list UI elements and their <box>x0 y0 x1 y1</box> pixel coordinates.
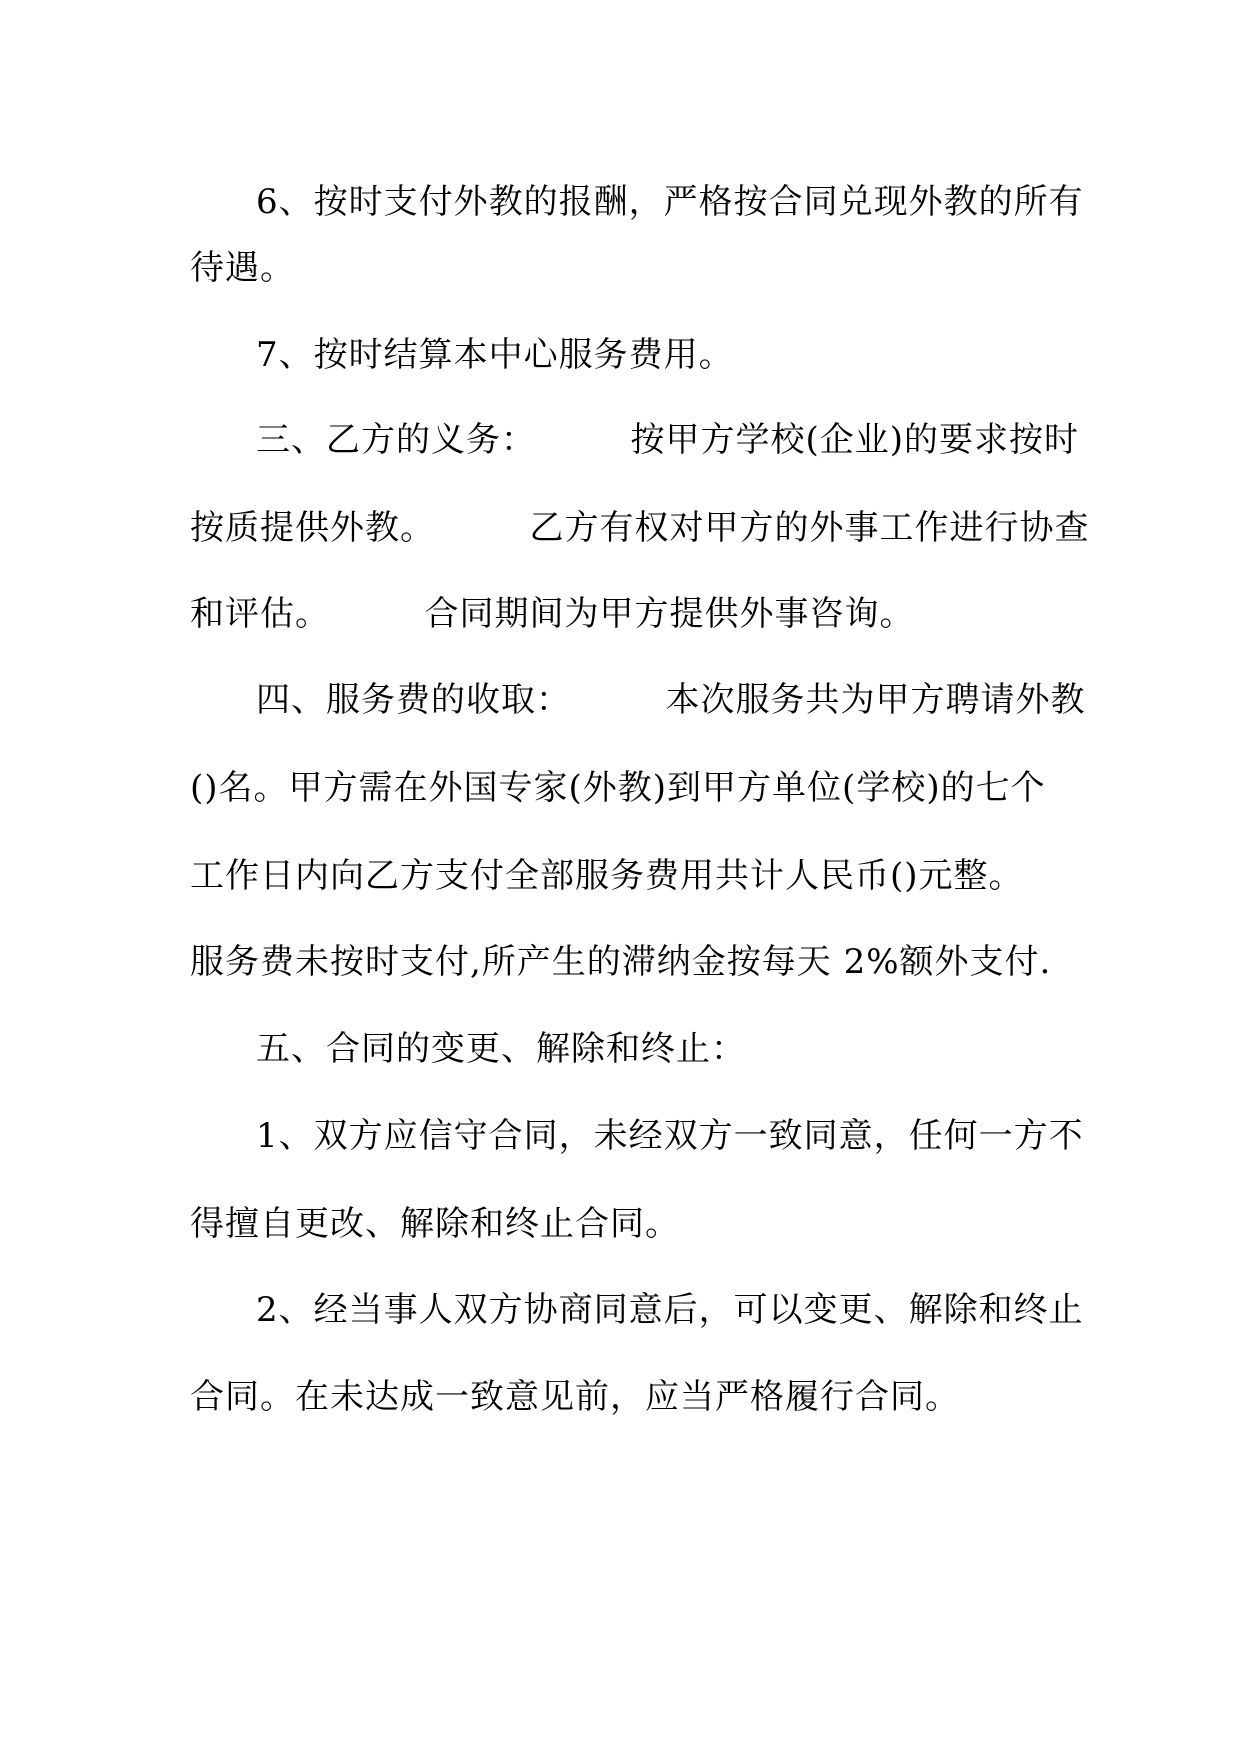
section-heading-contract-changes: 五、合同的变更、解除和终止： <box>256 1029 746 1069</box>
paragraph-line-7-settlement: 7、按时结算本中心服务费用。 <box>256 335 734 375</box>
paragraph-line-service-fee-2: ()名。甲方需在外国专家(外教)到甲方单位(学校)的七个 <box>190 768 1046 808</box>
paragraph-line-party-b-duties-3: 和评估。 合同期间为甲方提供外事咨询。 <box>190 594 915 634</box>
paragraph-line-6-continued: 待遇。 <box>190 248 295 288</box>
paragraph-line-party-b-duties-2: 按质提供外教。 乙方有权对甲方的外事工作进行协查 <box>190 508 1090 548</box>
section-heading-service-fee: 四、服务费的收取： 本次服务共为甲方聘请外教 <box>256 680 1086 720</box>
paragraph-line-6-payment: 6、按时支付外教的报酬，严格按合同兑现外教的所有 <box>256 182 1084 222</box>
paragraph-line-service-fee-3: 工作日内向乙方支付全部服务费用共计人民币()元整。 <box>190 856 1024 896</box>
paragraph-line-clause-1: 1、双方应信守合同，未经双方一致同意，任何一方不 <box>256 1116 1084 1156</box>
paragraph-line-clause-2-continued: 合同。在未达成一致意见前，应当严格履行合同。 <box>190 1377 960 1417</box>
paragraph-line-late-fee: 服务费未按时支付,所产生的滞纳金按每天 2%额外支付. <box>190 942 1052 982</box>
section-heading-party-b-duties: 三、乙方的义务： 按甲方学校(企业)的要求按时 <box>256 420 1079 460</box>
paragraph-line-clause-2: 2、经当事人双方协商同意后，可以变更、解除和终止 <box>256 1290 1084 1330</box>
paragraph-line-clause-1-continued: 得擅自更改、解除和终止合同。 <box>190 1204 680 1244</box>
